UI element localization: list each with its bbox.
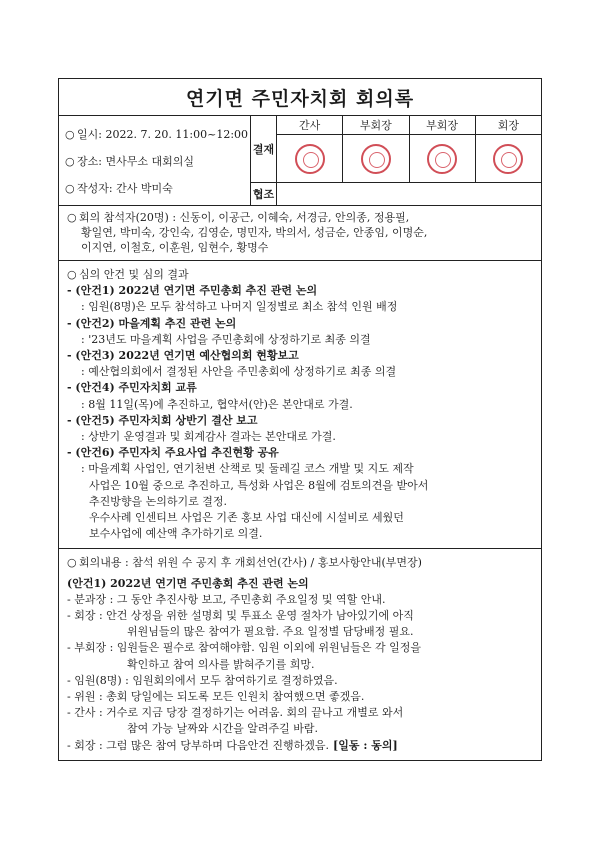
- approval-col-vice1: 부회장: [343, 116, 409, 182]
- agenda-item-title: - (안건3) 2022년 연기면 예산협의회 현황보고: [67, 349, 299, 363]
- minutes-line: - 위원 : 총회 당일에는 되도록 모든 인원치 참여했으면 좋겠음.: [67, 690, 365, 704]
- approval-col-chair: 회장: [476, 116, 541, 182]
- attendees-section: ○ 회의 참석자(20명) : 신동이, 이공근, 이혜숙, 서경금, 안의종, 정용필, 황일연, 박미숙, 강인숙, 김영순, 명민자, 박의서, 성금순, 안종임, 이명순, 이지연, 이철호, 이훈원, 임현수, 황명수: [58, 206, 542, 261]
- document-title: 연기면 주민자치회 회의록: [58, 78, 542, 116]
- minutes-line: - 간사 : 거수로 지금 당장 결정하기는 어려움. 회의 끝나고 개별로 와서: [67, 706, 404, 720]
- minutes-line: - 회장 : 그럼 많은 참여 당부하며 다음안건 진행하겠음. [일동 : 동의]: [67, 738, 398, 752]
- agenda-item-result: 추진방향을 논의하기로 결정.: [89, 494, 228, 508]
- minutes-heading: 회의내용 : 참석 위원 수 공지 후 개회선언(간사) / 홍보사항안내(부면장): [79, 556, 422, 570]
- agenda-item-result: 사업은 10월 중으로 추진하고, 특성화 사업은 8월에 검토의견을 받아서: [89, 478, 429, 492]
- agenda-item-result: : '23년도 마을계획 사업을 주민총회에 상정하기로 최종 의결: [81, 332, 371, 346]
- approval-col-vice2: 부회장: [410, 116, 476, 182]
- minutes-line-continued: 확인하고 참여 의사를 밝혀주기를 희망.: [127, 657, 315, 671]
- signature-stamp: [361, 144, 391, 174]
- approval-table: [251, 116, 541, 205]
- meeting-info: [59, 116, 251, 205]
- agenda-item-result: : 예산협의회에서 결정된 사안을 주민총회에 상정하기로 최종 의결: [81, 365, 397, 379]
- minutes-line: - 분과장 : 그 동안 추진사항 보고, 주민총회 주요일정 및 역할 안내.: [67, 592, 386, 606]
- agenda-section: ○ 심의 안건 및 심의 결과 - (안건1) 2022년 연기면 주민총회 추진 관련 논의 : 임원(8명)은 모두 참석하고 나머지 일정별로 최소 참석 인원 배정 - (안건2) 마을계획 추진 관련 논의 : '23년도 마을계획 사업을 주민총회에 상정하기로 최종 의결 - (안건3) 2022년 연기면 예산협의회 현황보고 : 예산협의회에서 결정된 사안을 주민총회에 상정하기로 최종 의결 - (안건4) 주민자치회 교류 : 8월 11일(목)에 추진하고, 협약서(안)은 본안대로 가결. - (안건5) 주민자치회 상반기 결산 보고 : 상반기 운영결과 및 회계감사 결과는 본안대로 가결. - (안건6) 주민자치 주요사업 추진현황 공유 : 마을계획 사업인, 연기천변 산책로 및 둘레길 코스 개발 및 지도 제작 사업은 10월 중으로 추진하고, 특성화 사업은 8월에 검토의견을 받아서 추진방향을 논의하기로 결정. 우수사례 인센티브 사업은 기존 홍보 사업 대신에 시설비로 세웠던 보수사업에 예산액 추가하기로 의결.: [58, 261, 542, 549]
- signature-stamp: [295, 144, 325, 174]
- minutes-subheading: (안건1) 2022년 연기면 주민총회 추진 관련 논의: [67, 576, 309, 590]
- meeting-info-row: [58, 116, 542, 206]
- agenda-item-result: : 마을계획 사업인, 연기천변 산책로 및 둘레길 코스 개발 및 지도 제작: [81, 462, 414, 476]
- minutes-line: - 부회장 : 임원들은 필수로 참여해야함. 임원 이외에 위원님들은 각 일정을: [67, 641, 422, 655]
- agenda-item-title: - (안건1) 2022년 연기면 주민총회 추진 관련 논의: [67, 284, 318, 298]
- agenda-item-title: - (안건4) 주민자치회 교류: [67, 381, 197, 395]
- meeting-place: ○ 장소: 면사무소 대회의실: [65, 154, 194, 168]
- minutes-section: ○ 회의내용 : 참석 위원 수 공지 후 개회선언(간사) / 홍보사항안내(부면장) (안건1) 2022년 연기면 주민총회 추진 관련 논의 - 분과장 : 그 동안 추진사항 보고, 주민총회 주요일정 및 역할 안내. - 회장 : 안건 상정을 위한 설명회 및 투표소 운영 절차가 남아있기에 아직 위원님들의 많은 참여가 필요함. 주요 일정별 담당배정 필요. - 부회장 : 임원들은 필수로 참여해야함. 임원 이외에 위원님들은 각 일정을 확인하고 참여 의사를 밝혀주기를 희망. - 임원(8명) : 임원회의에서 모두 참여하기로 결정하였음. - 위원 : 총회 당일에는 되도록 모든 인원치 참여했으면 좋겠음. - 간사 : 거수로 지금 당장 결정하기는 어려움. 회의 끝나고 개별로 와서 참여 가능 날짜와 시간을 알려주길 바람. - 회장 : 그럼 많은 참여 당부하며 다음안건 진행하겠음. [일동 : 동의]: [58, 549, 542, 760]
- approval-label: 결재: [251, 116, 277, 182]
- minutes-line: - 임원(8명) : 임원회의에서 모두 참여하기로 결정하였음.: [67, 673, 338, 687]
- agenda-item-result: 우수사례 인센티브 사업은 기존 홍보 사업 대신에 시설비로 세웠던: [89, 511, 404, 525]
- signature-stamp: [427, 144, 457, 174]
- approval-col-secretary: 간사: [277, 116, 343, 182]
- agenda-item-title: - (안건5) 주민자치회 상반기 결산 보고: [67, 413, 258, 427]
- signature-stamp: [493, 144, 523, 174]
- meeting-writer: ○ 작성자: 간사 박미숙: [65, 181, 173, 195]
- agenda-item-title: - (안건6) 주민자치 주요사업 추진현황 공유: [67, 446, 279, 460]
- agenda-item-result: : 상반기 운영결과 및 회계감사 결과는 본안대로 가결.: [81, 430, 336, 444]
- meeting-date: ○ 일시: 2022. 7. 20. 11:00~12:00: [65, 127, 249, 141]
- minutes-document: [58, 78, 542, 761]
- cooperation-cell: [277, 183, 541, 205]
- agenda-item-result: 보수사업에 예산액 추가하기로 의결.: [89, 527, 263, 541]
- agenda-item-title: - (안건2) 마을계획 추진 관련 논의: [67, 316, 237, 330]
- minutes-line: - 회장 : 안건 상정을 위한 설명회 및 투표소 운영 절차가 남아있기에 아직: [67, 609, 414, 623]
- minutes-line-continued: 참여 가능 날짜와 시간을 알려주길 바람.: [127, 722, 318, 736]
- agenda-heading: 심의 안건 및 심의 결과: [79, 268, 189, 281]
- agenda-item-result: : 임원(8명)은 모두 참석하고 나머지 일정별로 최소 참석 인원 배정: [81, 300, 398, 314]
- consensus-note: [일동 : 동의]: [333, 738, 398, 752]
- minutes-line-continued: 위원님들의 많은 참여가 필요함. 주요 일정별 담당배정 필요.: [127, 625, 414, 639]
- cooperation-label: 협조: [251, 183, 277, 205]
- agenda-item-result: : 8월 11일(목)에 추진하고, 협약서(안)은 본안대로 가결.: [81, 397, 353, 411]
